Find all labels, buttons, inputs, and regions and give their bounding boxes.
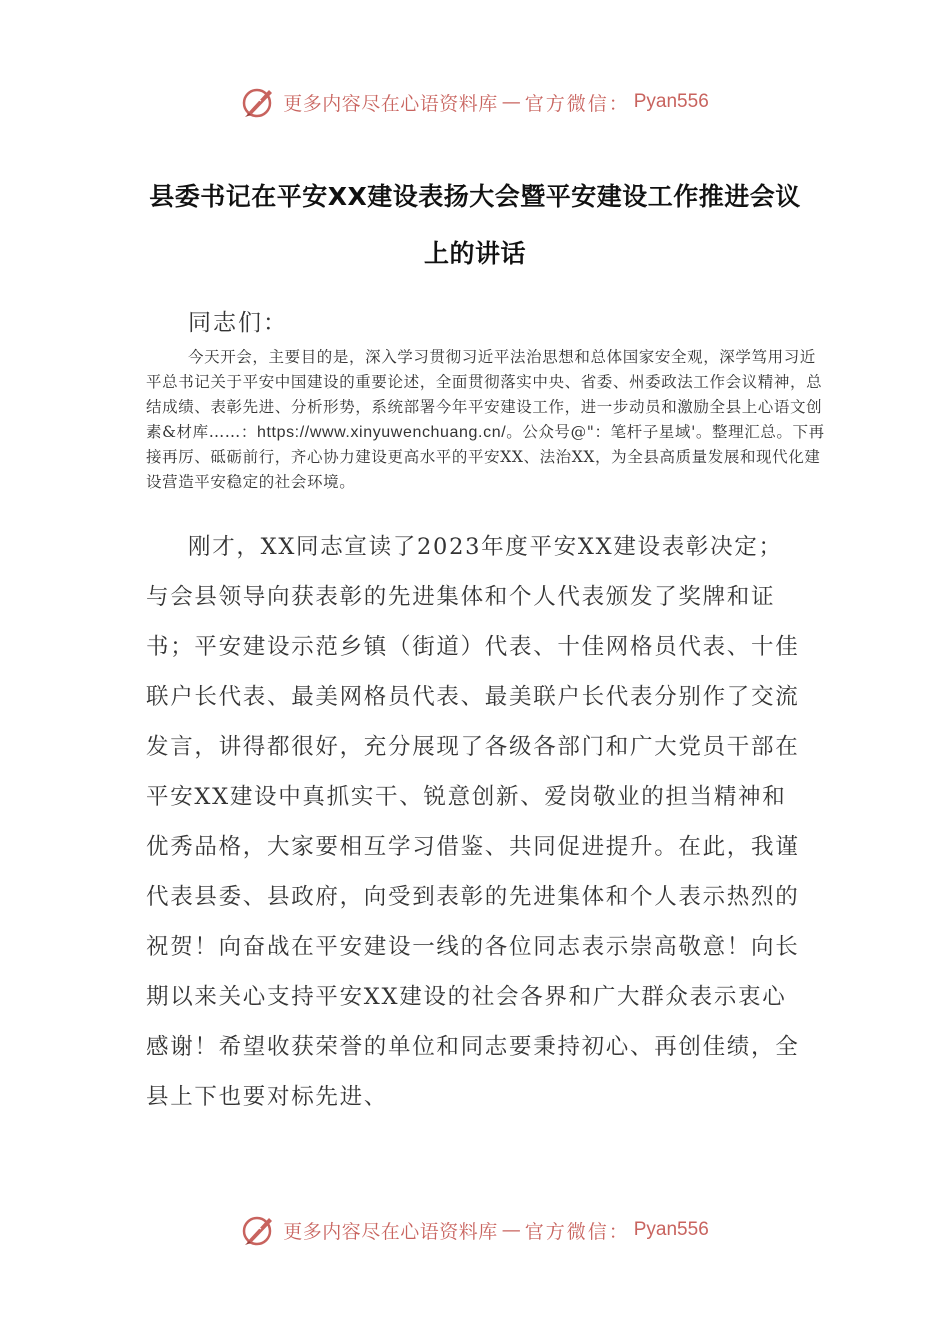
banner-text: 更多内容尽在心语资料库 xyxy=(283,92,498,115)
title-line-2: 上的讲话 xyxy=(423,239,526,268)
intro-text-b: 。公众号@"：笔杆子星域'。整理汇总。下再接再厉、砥砺前行，齐心协力建设更高水平的平安XX、法治XX，为全县高质量发展和现代化建设营造平安稳定的社会环境。 xyxy=(146,423,825,491)
banner-wechat-id: Pyan556 xyxy=(633,91,709,112)
banner-wechat-label: 官方微信： xyxy=(524,1220,630,1243)
header-banner xyxy=(0,82,950,122)
intro-text-a: 今天开会，主要目的是，深入学习贯彻习近平法治思想和总体国家安全观，深学笃用习近平总书记关于平安中国建设的重要论述，全面贯彻落实中央、省委、州委政法工作会议精神，总结成绩、表彰先进、分析形势，系统部署今年平安建设工作，进一步动员和激励全县上心语文创素&材库……： xyxy=(146,348,823,441)
footer-banner xyxy=(0,1210,950,1250)
banner-text: 更多内容尽在心语资料库 xyxy=(283,1220,498,1243)
intro-url: https://www.xinyuwenchuang.cn/ xyxy=(257,424,507,441)
greeting: 同志们： xyxy=(188,310,288,336)
paragraph-body: 刚才，XX同志宣读了2023年度平安XX建设表彰决定；与会县领导向获表彰的先进集体和个人代表颁发了奖牌和证书；平安建设示范乡镇（街道）代表、十佳网格员代表、十佳联户长代表、最美网格员代表、最美联户长代表分别作了交流发言，讲得都很好，充分展现了各级各部门和广大党员干部在平安XX建设中真抓实干、锐意创新、爱岗敬业的担当精神和优秀品格，大家要相互学习借鉴、共同促进提升。在此，我谨代表县委、县政府，向受到表彰的先进集体和个人表示热烈的祝贺！向奋战在平安建设一线的各位同志表示崇高敬意！向长期以来关心支持平安XX建设的社会各界和广大群众表示衷心感谢！希望收获荣誉的单位和同志要秉持初心、再创佳绩，全县上下也要对标先进、 xyxy=(146,534,800,1110)
pen-logo-icon xyxy=(241,1212,277,1248)
banner-wechat-id: Pyan556 xyxy=(633,1219,709,1240)
banner-wechat-label: 官方微信： xyxy=(524,92,630,115)
title-line-1: 县委书记在平安XX建设表扬大会暨平安建设工作推进会议 xyxy=(149,182,801,211)
paragraph-intro xyxy=(146,345,826,495)
pen-logo-icon xyxy=(241,84,277,120)
banner-dash: — xyxy=(501,1219,521,1241)
document-title xyxy=(110,168,840,282)
banner-dash: — xyxy=(501,91,521,113)
